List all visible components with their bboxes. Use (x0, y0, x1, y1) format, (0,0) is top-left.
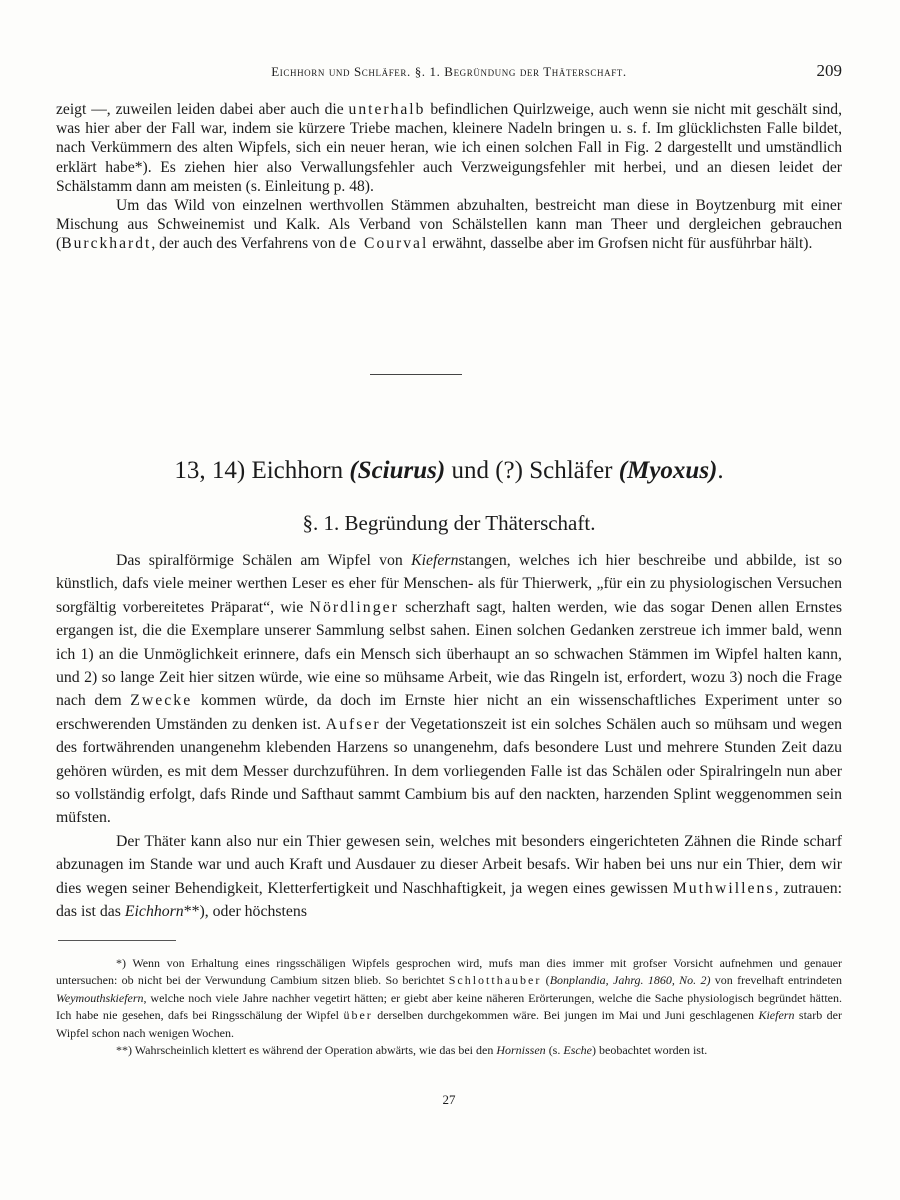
running-head-title: Eichhorn und Schläfer. §. 1. Begründung der Thäterschaft. (271, 64, 627, 79)
text-block-upper (56, 100, 842, 254)
text-run: starb der Wipfel schon nach wenigen Wochen. (56, 1008, 842, 1040)
author-name: de Courval (339, 235, 429, 253)
text-run: **) Wahrscheinlich klettert es während der Operation abwärts, wie das bei den (116, 1043, 497, 1058)
section-separator (370, 374, 462, 375)
text-run: derselben durchgekommen wäre. Bei jungen im Mai und Juni geschlagenen (372, 1008, 759, 1023)
latin-name: (Sciurus) (349, 457, 446, 484)
heading-text: und (?) Schläfer (445, 457, 619, 484)
heading-text: 13, 14) Eichhorn (174, 457, 350, 484)
text-run: scherzhaft sagt, halten werden, wie das sogar Denen allen Ernstes ergangen ist, die die Exemplare unserer Sammlung selbst sahen. Einen solchen Gedanken zerstreue ich immer bald, wenn ich 1) an die Unmöglichkeit erinnere, dafs ein Mensch sich überhaupt an so schwachen Stämmen im Wipfel halten kann, und 2) so lange Zeit hier sitzen würde, wie eine so mühsame Arbeit, wie das Ringeln ist, erfordert, wozu 3) noch die Frage nach dem (56, 598, 842, 710)
text-run: Das spiralförmige Schälen am Wipfel von (116, 552, 412, 569)
text-run: , zutrauen: das ist das (56, 879, 842, 921)
text-run: kommen würde, da doch im Ernste hier nicht an ein wissenschaftliches Experiment unter so erschwerenden Umständen zu denken ist. (56, 692, 843, 733)
italic-word: Eichhorn (124, 903, 184, 921)
text-run: **), oder höchstens (183, 903, 307, 921)
italic-word: Weymouthskiefern (56, 990, 144, 1005)
spaced-word: Muthwillens (672, 879, 775, 897)
text-run: erwähnt, dasselbe aber im Grofsen nicht für ausführbar hält). (428, 235, 813, 253)
text-run: Um das Wild von einzelnen werthvollen Stämmen abzuhalten, bestreicht man diese in Boytzenburg mit einer Mischung aus Schweinemist und Kalk. Als Verband von Schälstellen kann man Theer und dergleichen gebrauchen ( (56, 197, 842, 253)
text-run: , der auch des Verfahrens von (151, 235, 340, 253)
text-run: (s. (545, 1043, 564, 1058)
italic-word: Hornissen (496, 1043, 546, 1058)
text-run: ( (541, 973, 550, 988)
text-run: Der Thäter kann also nur ein Thier gewesen sein, welches mit besonders eingerichteten Zähnen die Rinde scharf abzunagen im Stande war und auch Kraft und Ausdauer zu dieser Arbeit besafs. Wir haben bei uns nur ein Thier, dem wir dies wegen seiner Behendigkeit, Kletterfertigkeit und Naschhaftigkeit, ja wegen eines gewissen (56, 832, 842, 897)
author-name: Burckhardt (61, 235, 152, 253)
spaced-word: unterhalb (348, 101, 426, 118)
footnote-rule (58, 940, 176, 941)
text-run: der Vegetationszeit ist ein solches Schälen auch so mühsam und wegen des fortwährenden unangenehm klebenden Harzens so unangenehm, dafs besondere Lust und mehrere Stunden Zeit dazu gehören würden, es mit dem Messer durchzuführen. In dem vorliegenden Falle ist das Schälen oder Spiralringeln nun aber so vollständig erfolgt, dafs Rinde und Safthaut sammt Cambium bis auf den nackten, harzenden Splint weggenommen sein müfsten. (56, 715, 842, 827)
author-name: Nördlinger (309, 598, 399, 616)
footnote (56, 1042, 842, 1059)
footnotes (56, 955, 842, 1059)
spaced-word: Zwecke (130, 692, 193, 710)
printer-signature: 27 (442, 1092, 456, 1107)
section-heading: §. 1. Begründung der Thäterschaft. (302, 511, 596, 535)
chapter-heading (56, 455, 842, 487)
text-run: , welche noch viele Jahre nachher vegetirt hätten; er giebt aber keine näheren Erörterungen, welche die Sache physiologisch begründet hätten. Ich habe nie gesehen, dafs bei Ringsschälung der Wipfel (56, 990, 842, 1023)
italic-word: Esche (563, 1043, 593, 1058)
citation: Bonplandia, Jahrg. 1860, No. 2) (549, 973, 711, 988)
text-run: zeigt —, zuweilen leiden dabei aber auch die (56, 101, 349, 118)
text-run: befindlichen Quirlzweige, auch wenn sie nicht mit geschält sind, was hier aber der Fall war, indem sie kürzere Triebe machen, kleinere Nadeln bringen u. s. f. Im glücklichsten Falle bildet, nach Verkümmern des alten Wipfels, sich ein neuer heran, wie ich einen solchen Fall in Fig. 2 dargestellt und umständlich erklärt habe*). Es ziehen hier also Verwallungsfehler auch Verzweigungsfehler mit herbei, und an diesen leidet der Schälstamm dann am meisten (s. Einleitung p. 48). (56, 101, 842, 195)
text-run: ) beobachtet worden ist. (592, 1043, 708, 1058)
italic-word: Kiefern (411, 552, 459, 569)
paragraph (56, 549, 842, 830)
footnote (56, 955, 842, 1042)
text-run: von frevelhaft entrindeten (710, 973, 842, 988)
page-number: 209 (816, 61, 842, 80)
heading-text: . (717, 457, 724, 484)
spaced-word: über (343, 1008, 373, 1023)
running-head (56, 61, 842, 86)
paragraph (56, 196, 842, 254)
author-name: Schlotthauber (448, 973, 542, 988)
italic-word: Kiefern (758, 1008, 795, 1023)
spaced-word: Aufser (325, 715, 381, 733)
paragraph (56, 100, 842, 196)
paragraph (56, 830, 842, 924)
text-run: *) Wenn von Erhaltung eines ringsschäligen Wipfels gesprochen wird, mufs man dies immer mit grofser Vorsicht aufnehmen und genauer untersuchen: ob nicht bei der Verwundung Cambium sitzen blieb. So berichtet (56, 956, 842, 988)
text-run: stangen, welches ich hier beschreibe und abbilde, ist so künstlich, dafs viele meiner werthen Leser es eher für Menschen- als für Thierwerk, „für ein zu physiologischen Versuchen sorgfältig vorbereitetes Präparat“, wie (56, 552, 842, 616)
text-block-lower (56, 549, 842, 924)
latin-name: (Myoxus) (618, 457, 718, 484)
